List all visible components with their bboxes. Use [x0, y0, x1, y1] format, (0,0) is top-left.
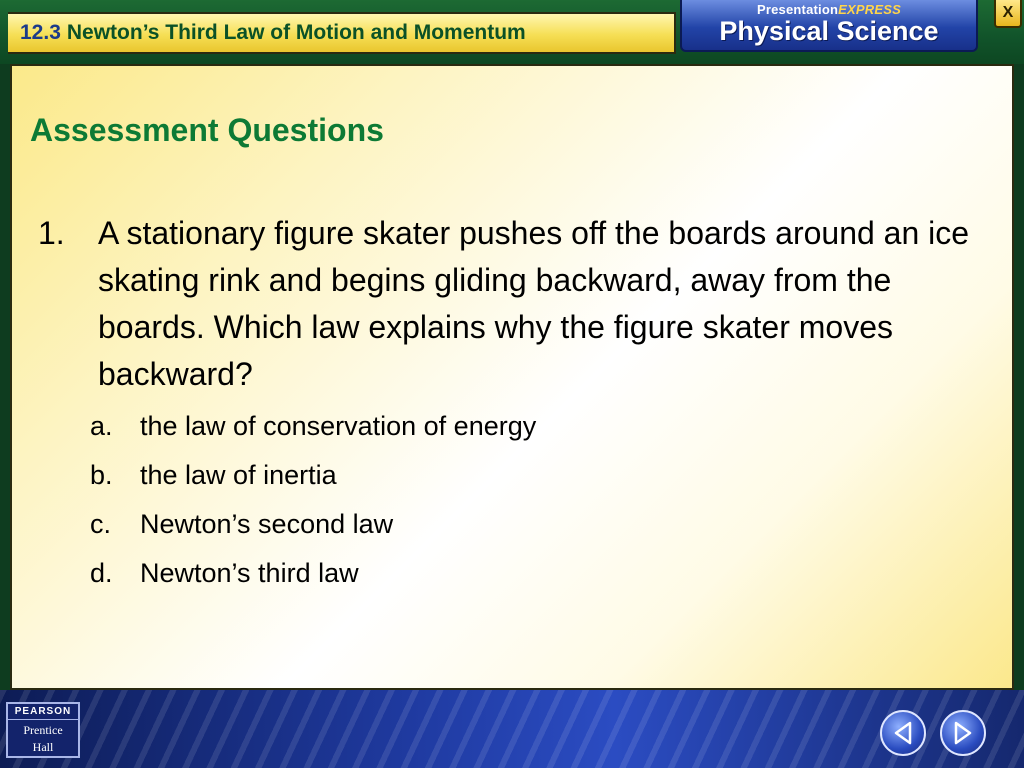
arrow-right-icon — [952, 720, 974, 746]
section-number: 12.3 — [20, 21, 61, 44]
option-letter: b. — [90, 460, 113, 490]
brand-express: EXPRESS — [838, 2, 901, 17]
pearson-logo — [6, 702, 80, 758]
next-slide-button[interactable] — [940, 710, 986, 756]
brand-tagline — [682, 2, 976, 17]
arrow-left-icon — [892, 720, 914, 746]
close-button[interactable] — [994, 0, 1022, 28]
section-title-bar — [8, 12, 676, 54]
brand-presentation: Presentation — [757, 2, 839, 17]
hall-text: Hall — [32, 740, 54, 754]
option-letter: a. — [90, 411, 113, 441]
option-text: the law of inertia — [140, 460, 337, 490]
page-title: Assessment Questions — [30, 112, 384, 148]
question-text: A stationary figure skater pushes off the boards around an ice skating rink and begins gliding backward, away from the boards. Which law explains why the figure skater moves backward? — [98, 215, 970, 392]
header-bar — [0, 0, 1024, 64]
option-text: Newton’s third law — [140, 558, 359, 588]
option-letter: d. — [90, 558, 113, 588]
close-icon: X — [1002, 4, 1014, 21]
prentice-text: Prentice — [23, 723, 63, 737]
answer-options — [90, 402, 970, 598]
option-text: the law of conservation of energy — [140, 411, 537, 441]
previous-slide-button[interactable] — [880, 710, 926, 756]
brand-logo — [680, 0, 978, 52]
answer-option-a[interactable] — [90, 402, 970, 451]
option-text: Newton’s second law — [140, 509, 394, 539]
pearson-wordmark: PEARSON — [8, 704, 78, 720]
answer-option-b[interactable] — [90, 451, 970, 500]
slide-content — [10, 64, 1014, 690]
section-title: Newton’s Third Law of Motion and Momentum — [66, 21, 526, 44]
question-number: 1. — [38, 215, 65, 251]
brand-name: Physical Science — [719, 16, 939, 46]
footer-bar — [0, 690, 1024, 768]
option-letter: c. — [90, 509, 112, 539]
answer-option-c[interactable] — [90, 500, 970, 549]
answer-option-d[interactable] — [90, 549, 970, 598]
